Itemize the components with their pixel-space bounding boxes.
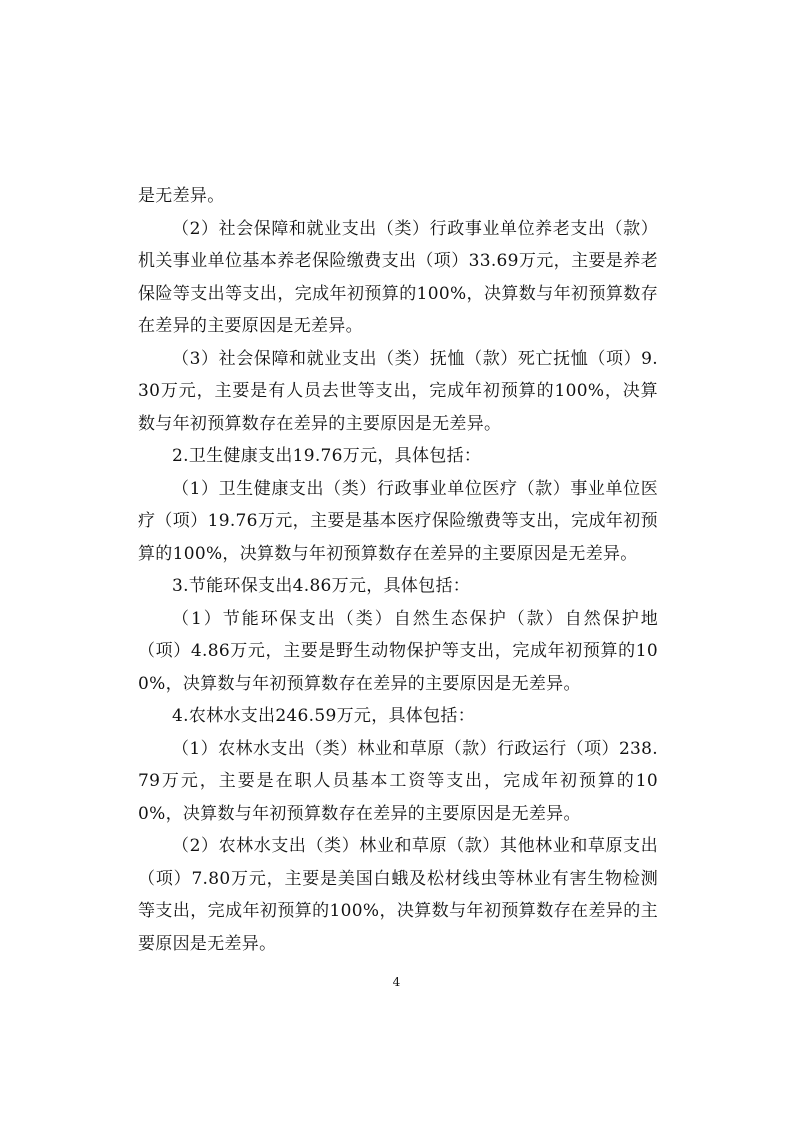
paragraph-continuation: 是无差异。: [138, 186, 225, 206]
paragraph-social-security-pension-death: （3）社会保障和就业支出（类）抚恤（款）死亡抚恤（项）9.30万元，主要是有人员去世等支出，完成年初预算的100%，决算数与年初预算数存在差异的主要原因是无差异。: [138, 348, 658, 434]
paragraph-forestry-operation: （1）农林水支出（类）林业和草原（款）行政运行（项）238.79万元，主要是在职人员基本工资等支出，完成年初预算的100%，决算数与年初预算数存在差异的主要原因是无差异。: [138, 738, 658, 824]
paragraph-forestry-other: （2）农林水支出（类）林业和草原（款）其他林业和草原支出（项）7.80万元，主要是美国白蛾及松材线虫等林业有害生物检测等支出，完成年初预算的100%，决算数与年初预算数存在差异的主要原因是无差异。: [138, 836, 658, 954]
body-text: [138, 180, 658, 960]
paragraph-social-security-pension: （2）社会保障和就业支出（类）行政事业单位养老支出（款）机关事业单位基本养老保险缴费支出（项）33.69万元，主要是养老保险等支出等支出，完成年初预算的100%，决算数与年初预算数存在差异的主要原因是无差异。: [138, 218, 658, 336]
paragraph-health-medical: （1）卫生健康支出（类）行政事业单位医疗（款）事业单位医疗（项）19.76万元，主要是基本医疗保险缴费等支出，完成年初预算的100%，决算数与年初预算数存在差异的主要原因是无差异。: [138, 478, 658, 564]
heading-health-expenditure: 2.卫生健康支出19.76万元，具体包括：: [172, 446, 482, 466]
page-number: 4: [392, 975, 401, 989]
heading-agriculture-expenditure: 4.农林水支出246.59万元，具体包括：: [172, 706, 476, 726]
paragraph-nature-protection: （1）节能环保支出（类）自然生态保护（款）自然保护地（项）4.86万元，主要是野生动物保护等支出，完成年初预算的100%，决算数与年初预算数存在差异的主要原因是无差异。: [138, 608, 658, 694]
heading-environment-expenditure: 3.节能环保支出4.86万元，具体包括：: [172, 576, 471, 596]
